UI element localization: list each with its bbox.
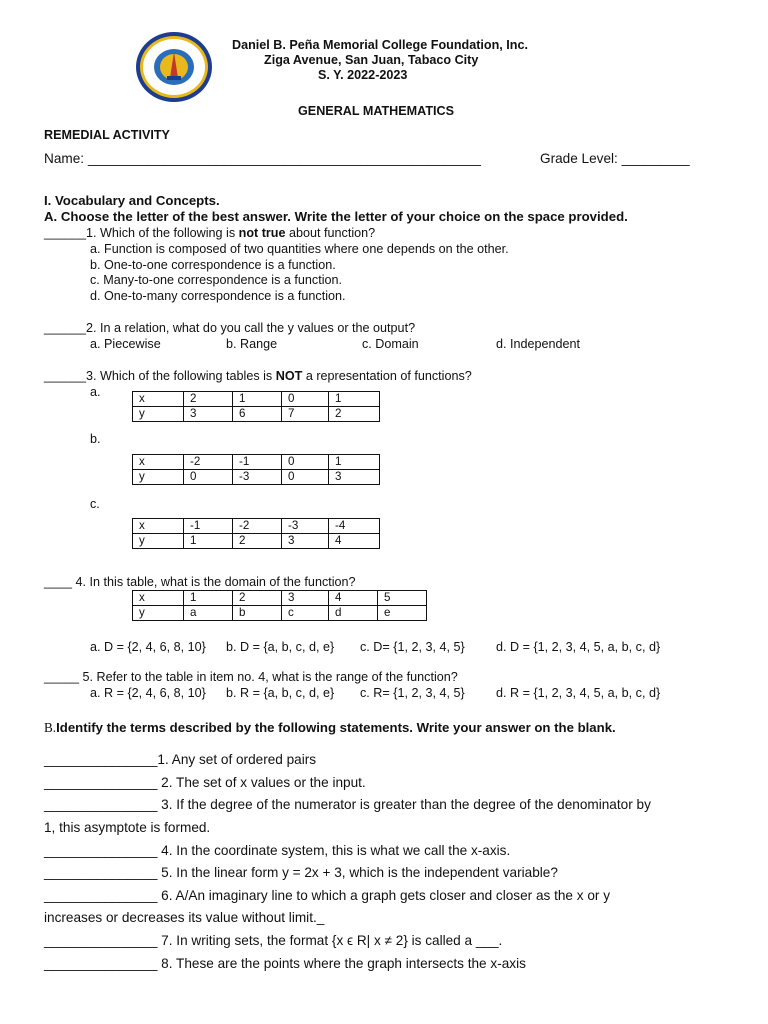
function-table-a	[132, 391, 380, 422]
choice-1d: d. One-to-many correspondence is a function.	[90, 289, 346, 303]
table-cell: 3	[184, 407, 233, 422]
question-4: ____ 4. In this table, what is the domain of the function?	[44, 575, 356, 589]
choice-4a: a. D = {2, 4, 6, 8, 10}	[90, 640, 206, 654]
table-cell: 4	[329, 591, 378, 606]
identify-item-2: _______________ 2. The set of x values or the input.	[44, 775, 366, 790]
table-cell: 7	[282, 407, 329, 422]
identify-item-1: _______________1. Any set of ordered pairs	[44, 752, 317, 767]
choice-1c: c. Many-to-one correspondence is a function.	[90, 273, 343, 287]
table-cell: 3	[282, 534, 329, 549]
table-cell: x	[133, 591, 184, 606]
table-cell: -3	[282, 519, 329, 534]
section-b-heading	[44, 720, 616, 736]
subject-title: GENERAL MATHEMATICS	[298, 104, 455, 118]
table-cell: -1	[233, 455, 282, 470]
table-row	[133, 455, 380, 470]
table-c-label: c.	[90, 497, 100, 511]
identify-item-7: _______________ 7. In writing sets, the format {x ϵ R| x ≠ 2} is called a ___.	[44, 933, 503, 948]
function-table-q4	[132, 590, 427, 621]
table-cell: d	[329, 606, 378, 621]
choice-4c: c. D= {1, 2, 3, 4, 5}	[360, 640, 465, 654]
question-1	[44, 226, 375, 240]
table-row	[133, 606, 427, 621]
table-cell: 1	[184, 534, 233, 549]
identify-item-3-cont: 1, this asymptote is formed.	[44, 820, 211, 835]
table-cell: a	[184, 606, 233, 621]
table-cell: y	[133, 534, 184, 549]
function-table-c	[132, 518, 380, 549]
question-1-emphasis: not true	[238, 226, 286, 240]
table-cell: 1	[329, 455, 380, 470]
table-a-label: a.	[90, 385, 101, 399]
question-2: ______2. In a relation, what do you call the y values or the output?	[44, 321, 416, 335]
table-cell: -3	[233, 470, 282, 485]
table-cell: x	[133, 519, 184, 534]
function-table-b	[132, 454, 380, 485]
question-3	[44, 369, 472, 383]
table-cell: c	[282, 606, 329, 621]
choice-5d: d. R = {1, 2, 3, 4, 5, a, b, c, d}	[496, 686, 661, 700]
choice-4b: b. D = {a, b, c, d, e}	[226, 640, 335, 654]
question-1-prefix: ______1. Which of the following is	[44, 226, 239, 240]
choice-1a: a. Function is composed of two quantities where one depends on the other.	[90, 242, 509, 256]
table-cell: e	[378, 606, 427, 621]
school-name: Daniel B. Peña Memorial College Foundation, Inc.	[232, 38, 528, 52]
identify-item-6: _______________ 6. A/An imaginary line to which a graph gets closer and closer as the x or y	[44, 888, 611, 903]
question-5: _____ 5. Refer to the table in item no. 4, what is the range of the function?	[44, 670, 458, 684]
identify-item-4: _______________ 4. In the coordinate system, this is what we call the x-axis.	[44, 843, 511, 858]
name-field: Name: ____________________________________________________	[44, 151, 481, 166]
table-row	[133, 392, 380, 407]
choice-2d: d. Independent	[496, 337, 581, 351]
table-cell: 2	[233, 591, 282, 606]
table-cell: -4	[329, 519, 380, 534]
table-cell: 2	[184, 392, 233, 407]
table-cell: 1	[184, 591, 233, 606]
table-cell: x	[133, 455, 184, 470]
table-cell: 0	[184, 470, 233, 485]
table-cell: 4	[329, 534, 380, 549]
section-b-letter: B.	[44, 720, 57, 735]
table-cell: 2	[329, 407, 380, 422]
table-row	[133, 519, 380, 534]
section-b-instruction: Identify the terms described by the following statements. Write your answer on the blank.	[56, 720, 616, 735]
choice-5a: a. R = {2, 4, 6, 8, 10}	[90, 686, 206, 700]
section-title: I. Vocabulary and Concepts.	[44, 193, 220, 208]
table-row	[133, 534, 380, 549]
table-cell: 3	[329, 470, 380, 485]
question-3-emphasis: NOT	[275, 369, 303, 383]
table-cell: 1	[329, 392, 380, 407]
table-cell: x	[133, 392, 184, 407]
table-cell: y	[133, 407, 184, 422]
table-row	[133, 591, 427, 606]
school-address: Ziga Avenue, San Juan, Tabaco City	[264, 53, 479, 67]
choice-2a: a. Piecewise	[90, 337, 161, 351]
college-seal-logo	[134, 30, 214, 104]
choice-2b: b. Range	[226, 337, 278, 351]
table-cell: -2	[184, 455, 233, 470]
table-row	[133, 470, 380, 485]
table-cell: -1	[184, 519, 233, 534]
grade-level-field: Grade Level: _________	[540, 151, 690, 166]
choice-5b: b. R = {a, b, c, d, e}	[226, 686, 335, 700]
table-cell: b	[233, 606, 282, 621]
choice-5c: c. R= {1, 2, 3, 4, 5}	[360, 686, 465, 700]
activity-title: REMEDIAL ACTIVITY	[44, 128, 170, 142]
table-b-label: b.	[90, 432, 101, 446]
question-1-suffix: about function?	[285, 226, 376, 240]
table-cell: -2	[233, 519, 282, 534]
choice-2c: c. Domain	[362, 337, 419, 351]
table-cell: 0	[282, 455, 329, 470]
identify-item-5: _______________ 5. In the linear form y = 2x + 3, which is the independent variable?	[44, 865, 558, 880]
question-3-suffix: a representation of functions?	[302, 369, 472, 383]
table-cell: y	[133, 470, 184, 485]
table-cell: 0	[282, 392, 329, 407]
choice-1b: b. One-to-one correspondence is a function.	[90, 258, 336, 272]
section-instruction: A. Choose the letter of the best answer. Write the letter of your choice on the space provided.	[44, 209, 628, 224]
table-cell: 5	[378, 591, 427, 606]
identify-item-3: _______________ 3. If the degree of the numerator is greater than the degree of the denominator by	[44, 797, 651, 812]
question-3-prefix: ______3. Which of the following tables is	[44, 369, 276, 383]
table-cell: 2	[233, 534, 282, 549]
identify-item-8: _______________ 8. These are the points where the graph intersects the x-axis	[44, 956, 526, 971]
table-cell: 1	[233, 392, 282, 407]
table-row	[133, 407, 380, 422]
table-cell: 6	[233, 407, 282, 422]
choice-4d: d. D = {1, 2, 3, 4, 5, a, b, c, d}	[496, 640, 661, 654]
table-cell: 3	[282, 591, 329, 606]
table-cell: y	[133, 606, 184, 621]
identify-item-6-cont: increases or decreases its value without limit._	[44, 910, 325, 925]
school-year: S. Y. 2022-2023	[318, 68, 408, 82]
table-cell: 0	[282, 470, 329, 485]
